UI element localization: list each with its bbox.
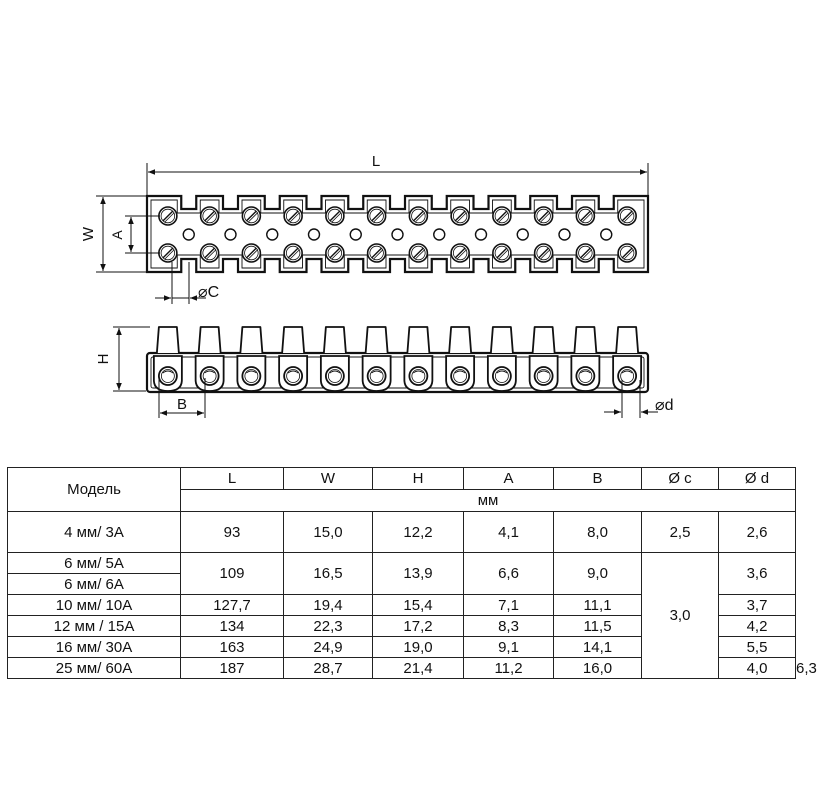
screw-icon [159,207,177,225]
screw-icon [326,207,344,225]
terminal-side [237,327,265,391]
mounting-hole-icon [267,229,278,240]
label-L: L [371,153,381,170]
screw-icon [409,244,427,262]
cell-A: 8,3 [464,616,554,637]
dimension-L [147,163,648,195]
cell-W: 15,0 [284,512,373,553]
mounting-hole-icon [350,229,361,240]
screw-icon [409,207,427,225]
cell-H: 12,2 [373,512,464,553]
cell-L: 134 [181,616,284,637]
label-A: A [109,230,125,240]
cell-model: 4 мм/ 3А [8,512,181,553]
table-row: 25 мм/ 60А 187 28,7 21,4 11,2 16,0 4,0 6,3 [8,658,796,679]
cell-model: 6 мм/ 5А [8,553,181,574]
screw-icon [451,207,469,225]
cell-d: 4,2 [719,616,796,637]
cell-B: 9,0 [554,553,642,595]
cell-A: 6,6 [464,553,554,595]
mounting-hole-icon [434,229,445,240]
header-unit: мм [181,490,796,512]
screw-icon [368,244,386,262]
terminal-side [154,327,182,391]
label-c: ⌀C [198,284,220,301]
screw-icon [326,244,344,262]
mounting-hole-icon [476,229,487,240]
header-c: Ø c [642,468,719,490]
label-d: ⌀d [655,397,674,414]
cell-c: 2,5 [642,512,719,553]
label-W: W [80,226,97,242]
cell-c: 4,0 [719,658,796,679]
mounting-hole-icon [225,229,236,240]
cell-c: 3,0 [642,553,719,679]
cell-model: 25 мм/ 60А [8,658,181,679]
header-W: W [284,468,373,490]
cell-B: 16,0 [554,658,642,679]
cell-W: 19,4 [284,595,373,616]
header-model: Модель [8,468,181,512]
terminal-side [613,327,641,391]
cell-d: 3,7 [719,595,796,616]
screw-icon [618,207,636,225]
screw-icon [368,207,386,225]
cell-A: 11,2 [464,658,554,679]
cell-A: 4,1 [464,512,554,553]
cell-B: 14,1 [554,637,642,658]
cell-A: 9,1 [464,637,554,658]
screw-icon [576,207,594,225]
screw-icon [201,244,219,262]
cell-L: 127,7 [181,595,284,616]
top-view [147,196,648,272]
label-B: B [176,396,188,413]
mounting-hole-icon [601,229,612,240]
specifications-table [7,467,817,679]
table-row [8,553,796,574]
header-L: L [181,468,284,490]
cell-d: 3,6 [719,553,796,595]
cell-L: 109 [181,553,284,595]
cell-B: 11,1 [554,595,642,616]
screw-icon [451,244,469,262]
terminal-side [530,327,558,391]
screw-icon [201,207,219,225]
cell-model: 16 мм/ 30А [8,637,181,658]
screw-icon [284,207,302,225]
cell-H: 15,4 [373,595,464,616]
cell-L: 93 [181,512,284,553]
mounting-hole-icon [559,229,570,240]
screw-icon [535,244,553,262]
dimension-H [113,327,150,391]
cell-A: 7,1 [464,595,554,616]
terminal-side [404,327,432,391]
screw-icon [242,207,260,225]
cell-d: 2,6 [719,512,796,553]
mounting-hole-icon [309,229,320,240]
terminal-side [196,327,224,391]
label-H: H [95,353,112,365]
mounting-hole-icon [392,229,403,240]
cell-L: 187 [181,658,284,679]
screw-icon [576,244,594,262]
cell-W: 22,3 [284,616,373,637]
cell-H: 13,9 [373,553,464,595]
cell-W: 28,7 [284,658,373,679]
cell-H: 21,4 [373,658,464,679]
terminal-side [571,327,599,391]
side-view [147,327,648,392]
terminal-side [446,327,474,391]
header-d: Ø d [719,468,796,490]
mounting-hole-icon [183,229,194,240]
header-H: H [373,468,464,490]
cell-model: 10 мм/ 10А [8,595,181,616]
cell-W: 16,5 [284,553,373,595]
terminal-side [363,327,391,391]
cell-W: 24,9 [284,637,373,658]
cell-d: 5,5 [719,637,796,658]
cell-model: 12 мм / 15А [8,616,181,637]
header-B: B [554,468,642,490]
terminal-side [488,327,516,391]
screw-icon [618,244,636,262]
cell-H: 17,2 [373,616,464,637]
terminal-side [321,327,349,391]
table-row [8,512,796,553]
cell-B: 11,5 [554,616,642,637]
table-header [8,468,796,512]
cell-H: 19,0 [373,637,464,658]
cell-L: 163 [181,637,284,658]
screw-icon [493,207,511,225]
screw-icon [493,244,511,262]
mounting-hole-icon [517,229,528,240]
screw-icon [535,207,553,225]
cell-B: 8,0 [554,512,642,553]
terminal-side [279,327,307,391]
cell-model: 6 мм/ 6А [8,574,181,595]
screw-icon [159,244,177,262]
header-A: A [464,468,554,490]
screw-icon [284,244,302,262]
screw-icon [242,244,260,262]
